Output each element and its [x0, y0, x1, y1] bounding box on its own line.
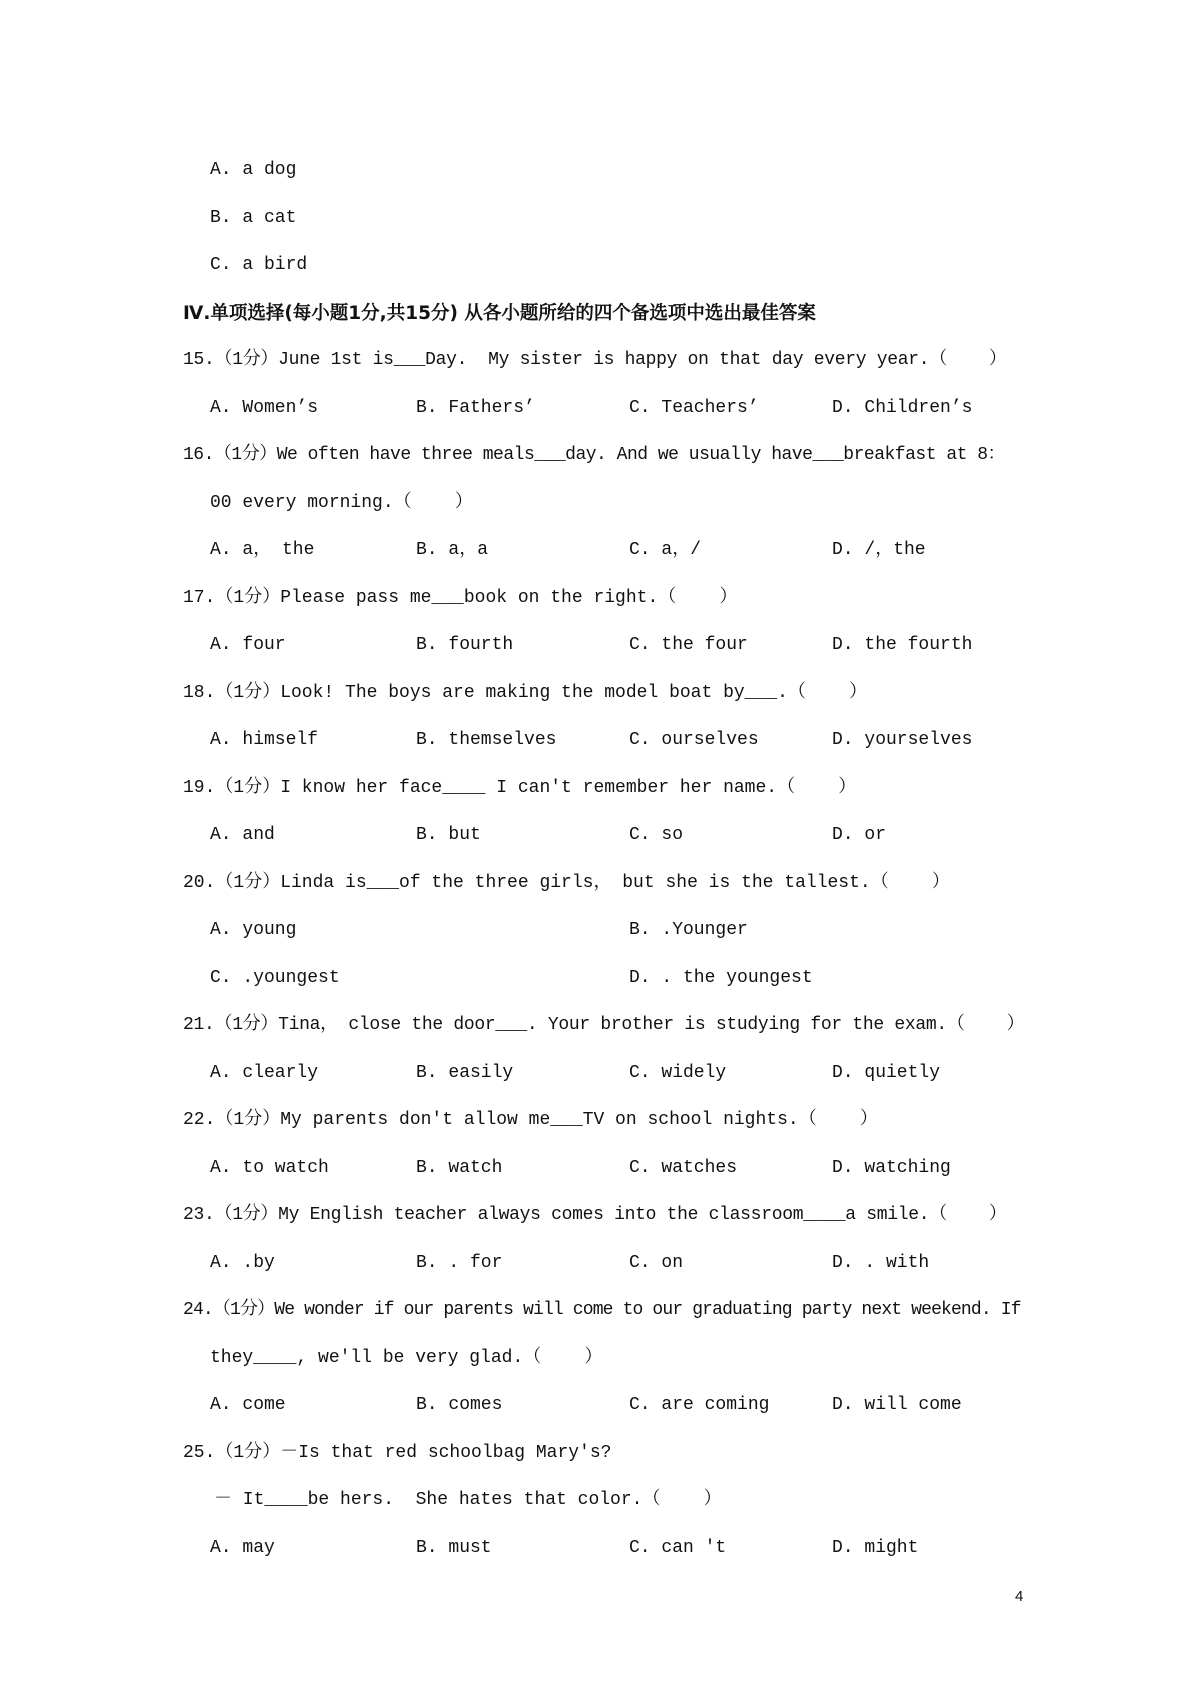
option-b: B. easily [416, 1062, 514, 1083]
question-20-options-row-1 [0, 907, 1200, 955]
question-21-options [0, 1050, 1200, 1098]
option-a: A. clearly [210, 1062, 319, 1083]
section-title: Ⅳ.单项选择(每小题1分,共15分) 从各小题所给的四个备选项中选出最佳答案 [183, 302, 816, 324]
question-16-stem-continued: 00 every morning.（ ） [210, 492, 473, 513]
option-a: A. four [210, 635, 286, 655]
question-15-options [0, 385, 1200, 433]
option-a: A. a， the [210, 540, 315, 560]
question-17-stem: 17.（1分）Please pass me___book on the right.（ ） [183, 587, 738, 608]
page-number: 4 [1015, 1588, 1024, 1605]
option-a: A. young [210, 920, 297, 940]
option-d: D. . the youngest [629, 967, 813, 988]
option-c: C. widely [629, 1062, 727, 1083]
question-18-stem: 18.（1分）Look! The boys are making the model boat by___.（ ） [183, 682, 868, 703]
option-b: B. comes [416, 1395, 503, 1415]
option-c: C. so [629, 825, 684, 845]
option-a: A. come [210, 1395, 286, 1415]
question-24-stem: 24.（1分）We wonder if our parents will come to our graduating party next weekend. If [183, 1300, 1021, 1320]
question-19-stem: 19.（1分）I know her face____ I can't remember her name.（ ） [183, 777, 857, 798]
option-c: C. are coming [629, 1395, 770, 1415]
option-d: D. quietly [832, 1062, 941, 1083]
option-a: A. to watch [210, 1157, 329, 1178]
option-a: A. .by [210, 1252, 275, 1273]
option-d: D. or [832, 825, 887, 845]
option-b: B. Fathers’ [416, 397, 535, 418]
option-c: C. .youngest [210, 967, 340, 988]
question-15-stem: 15.（1分）June 1st is___Day. My sister is happy on that day every year.（ ） [183, 350, 1007, 370]
option-c: C. a，/ [629, 540, 702, 560]
question-24-stem-continued: they____, we'll be very glad.（ ） [210, 1347, 603, 1368]
prev-option-b: B. a cat [210, 207, 297, 228]
option-b: B. .Younger [629, 920, 748, 940]
option-d: D. yourselves [832, 730, 973, 750]
question-18-options [0, 717, 1200, 765]
option-a: A. may [210, 1537, 275, 1558]
option-d: D. Children’s [832, 397, 973, 418]
option-d: D. might [832, 1537, 919, 1558]
option-b: B. but [416, 825, 481, 845]
question-16-stem: 16.（1分）We often have three meals___day. And we usually have___breakfast at 8： [183, 445, 1006, 465]
option-a: A. Women’s [210, 397, 319, 418]
option-b: B. must [416, 1537, 492, 1558]
question-24-options [0, 1382, 1200, 1430]
option-c: C. ourselves [629, 730, 759, 750]
question-21-stem: 21.（1分）Tina， close the door___. Your brother is studying for the exam.（ ） [183, 1015, 1025, 1035]
option-d: D. will come [832, 1395, 962, 1415]
question-19-options [0, 812, 1200, 860]
page-content [0, 147, 1200, 1572]
option-b: B. . for [416, 1252, 503, 1273]
question-23-options [0, 1240, 1200, 1288]
option-d: D. the fourth [832, 635, 973, 655]
option-c: C. on [629, 1252, 684, 1273]
option-d: D. . with [832, 1252, 930, 1273]
prev-option-a: A. a dog [210, 160, 297, 180]
option-a: A. himself [210, 730, 319, 750]
question-25-stem: 25.（1分）－Is that red schoolbag Mary's? [183, 1442, 612, 1463]
question-17-options [0, 622, 1200, 670]
question-20-stem: 20.（1分）Linda is___of the three girls， but she is the tallest.（ ） [183, 872, 950, 893]
question-16-options [0, 527, 1200, 575]
option-d: D. watching [832, 1157, 951, 1178]
option-b: B. watch [416, 1157, 503, 1178]
option-b: B. fourth [416, 635, 514, 655]
option-c: C. Teachers’ [629, 397, 759, 418]
question-20-options-row-2 [0, 955, 1200, 1003]
option-a: A. and [210, 825, 275, 845]
option-b: B. themselves [416, 730, 557, 750]
question-22-options [0, 1145, 1200, 1193]
option-b: B. a，a [416, 540, 489, 560]
question-25-stem-continued: － It____be hers. She hates that color.（ ） [214, 1490, 722, 1510]
option-c: C. the four [629, 635, 748, 655]
question-22-stem: 22.（1分）My parents don't allow me___TV on school nights.（ ） [183, 1110, 878, 1130]
option-c: C. watches [629, 1157, 738, 1178]
question-23-stem: 23.（1分）My English teacher always comes into the classroom____a smile.（ ） [183, 1205, 1007, 1225]
option-c: C. can 't [629, 1537, 727, 1558]
option-d: D. /，the [832, 540, 926, 560]
prev-option-c: C. a bird [210, 255, 308, 275]
question-25-options [0, 1525, 1200, 1573]
